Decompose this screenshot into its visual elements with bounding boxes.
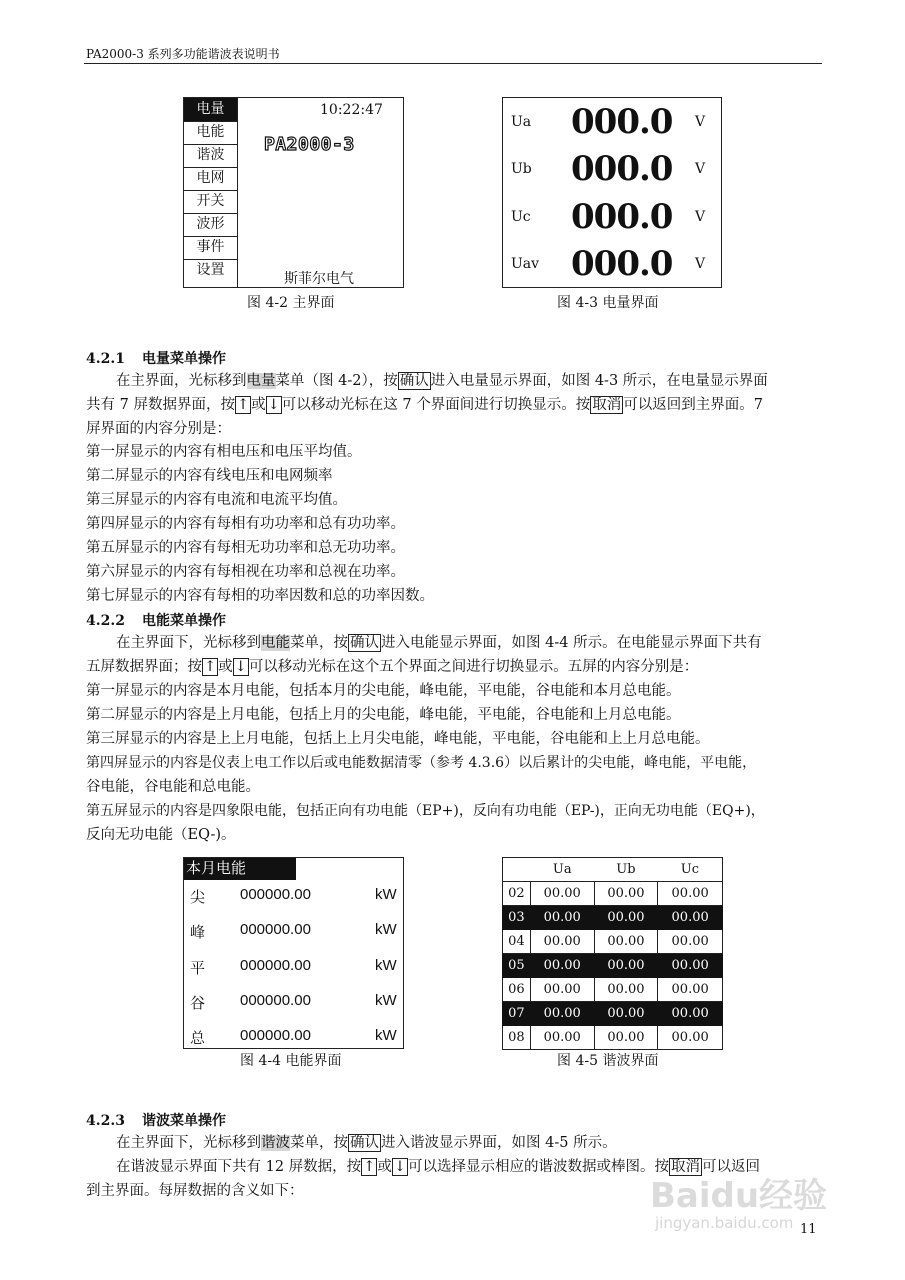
energy-value: 000000.00 <box>240 992 311 1009</box>
section-heading-4-2-2 <box>86 610 226 630</box>
section-title: 电能菜单操作 <box>142 613 226 629</box>
list-item: 第二屏显示的内容有线电压和电网频率 <box>86 468 333 484</box>
list-item: 第三屏显示的内容有电流和电流平均值。 <box>86 492 347 508</box>
table-cell: 00.00 <box>594 930 658 954</box>
table-cell: 00.00 <box>594 1002 658 1026</box>
paragraph-line: 反向无功电能（EQ-)。 <box>86 827 236 843</box>
energy-label: 谷 <box>190 995 206 1012</box>
highlight-menu-name: 电能 <box>261 635 290 651</box>
table-header-cell: Ub <box>594 858 658 882</box>
energy-label: 平 <box>190 960 206 977</box>
menu-item-switch[interactable]: 开关 <box>184 190 237 214</box>
energy-unit: kW <box>375 921 397 938</box>
section-number: 4.2.3 <box>86 1113 125 1129</box>
fig-voltage-interface <box>502 97 722 288</box>
key-down: ↓ <box>234 659 247 675</box>
table-header-cell: Ua <box>530 858 594 882</box>
table-cell: 00.00 <box>530 882 594 906</box>
menu-item-event[interactable]: 事件 <box>184 236 237 260</box>
paragraph-line: 到主界面。每屏数据的含义如下： <box>86 1183 304 1199</box>
table-cell: 00.00 <box>530 1026 594 1050</box>
section-number: 4.2.1 <box>86 351 125 367</box>
table-row <box>503 978 723 1002</box>
table-cell: 00.00 <box>594 978 658 1002</box>
table-row-selected <box>503 1002 723 1026</box>
voltage-unit: V <box>695 209 706 225</box>
harmonic-order: 03 <box>503 906 531 930</box>
paragraph-line: 屏界面的内容分别是： <box>86 421 231 437</box>
voltage-label: Uav <box>511 256 540 272</box>
menu-item-settings[interactable]: 设置 <box>196 262 225 278</box>
table-cell: 00.00 <box>658 954 723 978</box>
harmonic-order: 02 <box>503 882 531 906</box>
watermark-logo: Baidu经验 <box>650 1176 828 1216</box>
energy-label: 总 <box>190 1030 206 1047</box>
company-name: 斯菲尔电气 <box>284 271 354 287</box>
menu-item-waveform[interactable]: 波形 <box>184 213 237 237</box>
device-logo: PA2000-3 <box>264 134 355 155</box>
table-cell: 00.00 <box>530 954 594 978</box>
energy-value: 000000.00 <box>240 957 311 974</box>
list-item: 第四屏显示的内容有每相有功功率和总有功功率。 <box>86 516 405 532</box>
paragraph-line: 谷电能，谷电能和总电能。 <box>86 779 260 795</box>
menu-item-power[interactable]: 电量 <box>184 98 237 122</box>
voltage-value: 000.0 <box>571 149 673 189</box>
table-cell: 00.00 <box>530 1002 594 1026</box>
energy-value: 000000.00 <box>240 1027 311 1044</box>
table-row-selected <box>503 906 723 930</box>
table-cell: 00.00 <box>594 1026 658 1050</box>
paragraph-line: 在主界面下，光标移到电能菜单，按 确认 进入电能显示界面，如图 4-4 所示。在电能显示界面下共有 <box>116 635 762 651</box>
key-confirm: 确认 <box>399 373 429 389</box>
table-cell: 00.00 <box>658 1002 723 1026</box>
voltage-label: Ub <box>511 161 532 177</box>
paragraph-line: 第二屏显示的内容是上月电能，包括上月的尖电能，峰电能，平电能，谷电能和上月总电能。 <box>86 707 681 723</box>
table-cell: 00.00 <box>658 930 723 954</box>
energy-unit: kW <box>375 957 397 974</box>
section-number: 4.2.2 <box>86 613 125 629</box>
key-up: ↑ <box>363 1159 376 1175</box>
clock-time: 10:22:47 <box>320 102 383 118</box>
paragraph-line: 第三屏显示的内容是上上月电能，包括上上月尖电能，峰电能，平电能，谷电能和上上月总电能。 <box>86 731 710 747</box>
energy-value: 000000.00 <box>240 921 311 938</box>
voltage-value: 000.0 <box>571 197 673 237</box>
table-row <box>503 930 723 954</box>
figure-caption-4-3: 图 4-3 电量界面 <box>557 295 659 311</box>
paragraph-line: 共有 7 屏数据界面，按 ↑ 或 ↓ 可以移动光标在这 7 个界面间进行切换显示。按 取消 可以返回到主界面。7 <box>86 397 763 413</box>
voltage-label: Uc <box>511 209 531 225</box>
fig-main-interface <box>183 97 404 288</box>
table-cell: 00.00 <box>658 1026 723 1050</box>
paragraph-line: 第五屏显示的内容是四象限电能，包括正向有功电能（EP+)，反向有功电能（EP-)，正向无功电能（EQ+)， <box>86 803 765 819</box>
list-item: 第五屏显示的内容有每相无功功率和总无功功率。 <box>86 540 405 556</box>
paragraph-line: 在谐波显示界面下共有 12 屏数据，按 ↑ 或 ↓ 可以选择显示相应的谐波数据或棒图。按 取消 可以返回 <box>116 1159 760 1175</box>
menu-item-grid[interactable]: 电网 <box>184 167 237 191</box>
table-cell: 00.00 <box>594 882 658 906</box>
key-confirm: 确认 <box>350 635 379 651</box>
energy-value: 000000.00 <box>240 886 311 903</box>
energy-label: 尖 <box>190 889 206 906</box>
voltage-unit: V <box>695 161 706 177</box>
watermark-url: jingyan.baidu.com <box>655 1214 794 1232</box>
section-title: 谐波菜单操作 <box>142 1113 226 1129</box>
key-up: ↑ <box>204 659 217 675</box>
key-down: ↓ <box>267 397 280 413</box>
table-row <box>503 882 723 906</box>
key-cancel: 取消 <box>592 397 622 413</box>
voltage-value: 000.0 <box>571 244 673 284</box>
harmonic-order: 05 <box>503 954 531 978</box>
energy-unit: kW <box>375 992 397 1009</box>
key-down: ↓ <box>393 1159 406 1175</box>
list-item: 第七屏显示的内容有每相的功率因数和总的功率因数。 <box>86 588 434 604</box>
table-cell: 00.00 <box>658 882 723 906</box>
key-cancel: 取消 <box>670 1159 700 1175</box>
energy-label: 峰 <box>190 924 206 941</box>
menu-item-energy[interactable]: 电能 <box>184 121 237 145</box>
table-row-selected <box>503 954 723 978</box>
key-confirm: 确认 <box>350 1135 379 1151</box>
voltage-value: 000.0 <box>571 102 673 142</box>
figure-caption-4-4: 图 4-4 电能界面 <box>240 1053 342 1069</box>
list-item: 第一屏显示的内容有相电压和电压平均值。 <box>86 444 362 460</box>
harmonic-order: 08 <box>503 1026 531 1050</box>
page-header: PA2000-3 系列多功能谐波表说明书 <box>86 47 280 61</box>
highlight-menu-name: 电量 <box>246 373 276 389</box>
fig-energy-interface <box>183 857 404 1049</box>
paragraph-line: 第一屏显示的内容是本月电能，包括本月的尖电能，峰电能，平电能，谷电能和本月总电能。 <box>86 683 681 699</box>
table-cell: 00.00 <box>658 978 723 1002</box>
voltage-label: Ua <box>511 114 532 130</box>
energy-screen-title: 本月电能 <box>184 858 296 880</box>
header-divider <box>84 63 822 64</box>
harmonic-order: 06 <box>503 978 531 1002</box>
harmonic-order: 04 <box>503 930 531 954</box>
fig-harmonic-interface <box>502 857 723 1050</box>
table-cell: 00.00 <box>594 954 658 978</box>
table-row <box>503 1026 723 1050</box>
paragraph-line: 在主界面，光标移到电量菜单（图 4-2），按 确认 进入电量显示界面，如图 4-3 所示，在电量显示界面 <box>116 373 768 389</box>
figure-caption-4-2: 图 4-2 主界面 <box>247 295 335 311</box>
menu-item-harmonic[interactable]: 谐波 <box>184 144 237 168</box>
section-heading-4-2-1 <box>86 348 226 368</box>
table-cell: 00.00 <box>530 906 594 930</box>
paragraph-line: 在主界面下，光标移到谐波菜单，按 确认 进入谐波显示界面，如图 4-5 所示。 <box>116 1135 617 1151</box>
energy-unit: kW <box>375 886 397 903</box>
figure-caption-4-5: 图 4-5 谐波界面 <box>557 1053 659 1069</box>
table-header-cell: Uc <box>658 858 723 882</box>
harmonic-order: 07 <box>503 1002 531 1026</box>
table-cell: 00.00 <box>658 906 723 930</box>
paragraph-line: 五屏数据界面；按 ↑ 或 ↓ 可以移动光标在这个五个界面之间进行切换显示。五屏的内容分别是： <box>86 659 699 675</box>
list-item: 第六屏显示的内容有每相视在功率和总视在功率。 <box>86 564 405 580</box>
table-cell: 00.00 <box>530 930 594 954</box>
key-up: ↑ <box>236 397 250 413</box>
table-header-cell <box>503 858 531 882</box>
section-heading-4-2-3 <box>86 1110 226 1130</box>
section-title: 电量菜单操作 <box>142 351 226 367</box>
table-header-row <box>503 858 723 882</box>
harmonic-table <box>502 857 723 1050</box>
paragraph-line: 第四屏显示的内容是仪表上电工作以后或电能数据清零（参考 4.3.6）以后累计的尖电能，峰电能，平电能， <box>86 755 757 771</box>
highlight-menu-name: 谐波 <box>261 1135 290 1151</box>
voltage-unit: V <box>695 114 706 130</box>
voltage-unit: V <box>695 256 706 272</box>
page-number: 11 <box>800 1222 817 1237</box>
table-cell: 00.00 <box>594 906 658 930</box>
table-cell: 00.00 <box>530 978 594 1002</box>
energy-unit: kW <box>375 1027 397 1044</box>
